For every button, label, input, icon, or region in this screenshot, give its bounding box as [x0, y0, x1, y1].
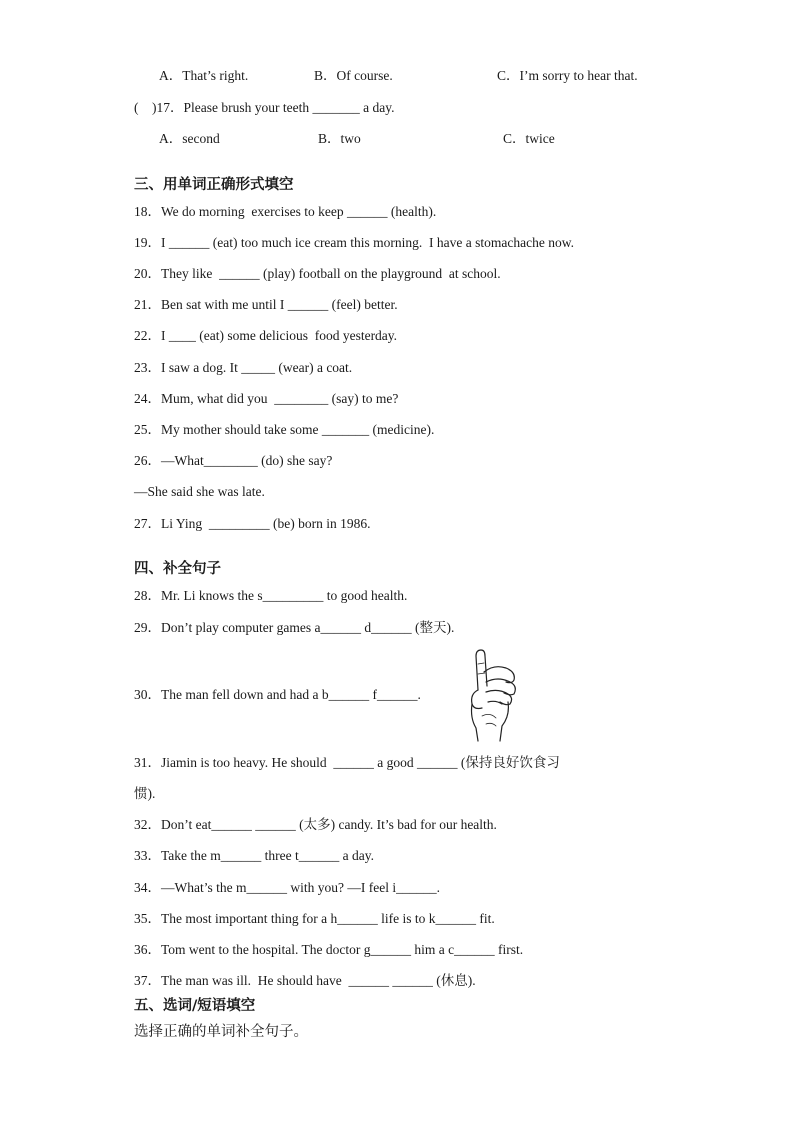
- question-item: 20．They like ______ (play) football on the playground at school.: [134, 266, 501, 281]
- q16-option-a: A．That’s right.: [159, 68, 249, 83]
- section5-instruction: 选择正确的单词补全句子。: [134, 1024, 308, 1040]
- answer-line: —She said she was late.: [134, 484, 265, 499]
- question-item: 26．—What________ (do) she say?: [134, 453, 333, 468]
- question-item: 24．Mum, what did you ________ (say) to me?: [134, 391, 399, 406]
- section4-heading: 四、补全句子: [134, 561, 221, 577]
- q16-option-b: B．Of course.: [314, 68, 393, 83]
- q17-stem: ( )17．Please brush your teeth _______ a day.: [134, 100, 395, 115]
- question-item: 36．Tom went to the hospital. The doctor g______ him a c______ first.: [134, 942, 524, 957]
- question-item: 33．Take the m______ three t______ a day.: [134, 848, 374, 863]
- question-item: 30．The man fell down and had a b______ f______.: [134, 687, 421, 702]
- question-item: 31．Jiamin is too heavy. He should ______ a good ______ (保持良好饮食习: [134, 755, 560, 770]
- question-item: 32．Don’t eat______ ______ (太多) candy. It’s bad for our health.: [134, 817, 497, 832]
- question-item: 27．Li Ying _________ (be) born in 1986.: [134, 516, 371, 531]
- section3-heading: 三、用单词正确形式填空: [134, 177, 294, 193]
- question-item: 23．I saw a dog. It _____ (wear) a coat.: [134, 360, 353, 375]
- question-item: 18．We do morning exercises to keep ______ (health).: [134, 204, 437, 219]
- question-item-continuation: 惯).: [134, 786, 156, 801]
- question-item: 34．—What’s the m______ with you? —I feel i______.: [134, 880, 440, 895]
- q17-option-b: B．two: [318, 131, 361, 146]
- question-item: 35．The most important thing for a h______ life is to k______ fit.: [134, 911, 495, 926]
- section5-heading: 五、选词/短语填空: [134, 998, 256, 1014]
- broken-finger-hand-icon: [464, 646, 522, 742]
- question-item: 22．I ____ (eat) some delicious food yesterday.: [134, 328, 398, 343]
- q17-option-a: A．second: [159, 131, 220, 146]
- q17-option-c: C．twice: [503, 131, 555, 146]
- question-item: 28．Mr. Li knows the s_________ to good health.: [134, 588, 408, 603]
- question-item: 25．My mother should take some _______ (medicine).: [134, 422, 435, 437]
- question-item: 21．Ben sat with me until I ______ (feel) better.: [134, 297, 398, 312]
- q16-option-c: C．I’m sorry to hear that.: [497, 68, 638, 83]
- question-item: 37．The man was ill. He should have ______ ______ (休息).: [134, 973, 476, 988]
- question-item: 19．I ______ (eat) too much ice cream this morning. I have a stomachache now.: [134, 235, 574, 250]
- question-item: 29．Don’t play computer games a______ d______ (整天).: [134, 620, 455, 635]
